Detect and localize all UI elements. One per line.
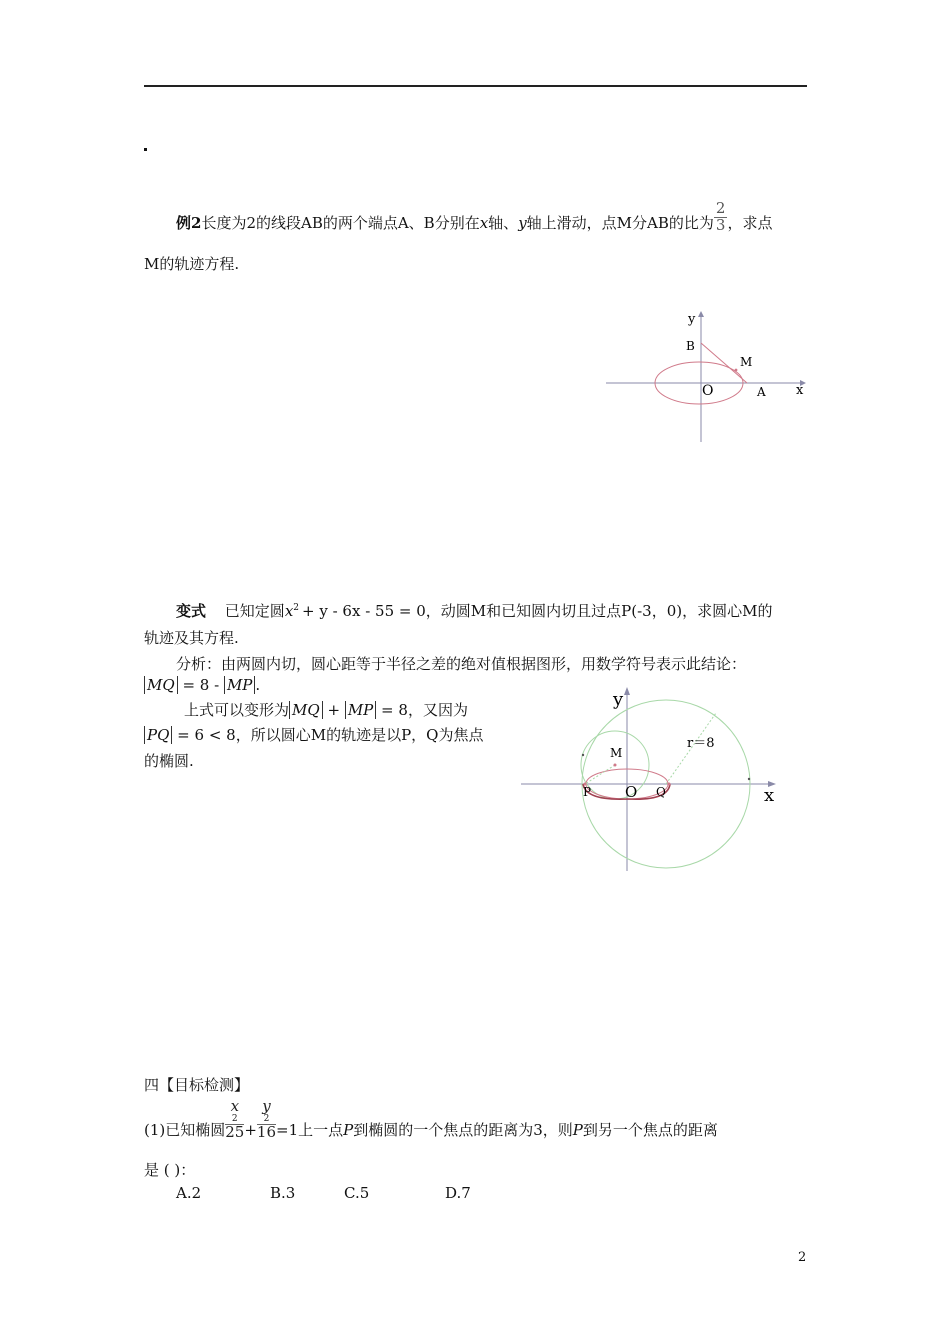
ratio-fraction: $\frac{2}{3}$	[715, 198, 726, 234]
option-c: C.5	[344, 1184, 370, 1202]
point-m-label: M	[740, 355, 753, 369]
option-d: D.7	[445, 1184, 471, 1202]
point-a-label: A	[757, 385, 766, 399]
y-axis-label: y	[613, 689, 624, 710]
fraction-y2-16: y 2 16	[256, 1097, 277, 1142]
section4-heading: 四【目标检测】	[144, 1076, 250, 1094]
question1-line1: (1)已知椭圆 x 2 25 + y 2 16 =1上一点P到椭圆的一个焦点的距离为3，则P到另一个焦点的距离	[144, 1097, 718, 1142]
point-b-label: B	[686, 339, 695, 353]
analysis-line4: 上式可以变形为 MQ + MP = 8，又因为	[184, 701, 468, 719]
point-p-label: P	[583, 785, 592, 799]
variant-label: 变式	[176, 602, 207, 620]
option-a: A.2	[176, 1184, 202, 1202]
bullet-dot	[144, 148, 147, 151]
analysis-line5: PQ = 6 < 8，所以圆心M的轨迹是以P，Q为焦点	[144, 724, 483, 745]
option-b: B.3	[270, 1184, 296, 1202]
example2-line2: M的轨迹方程.	[144, 255, 240, 273]
origin-label: O	[702, 383, 714, 399]
x-axis-label: x	[764, 785, 775, 806]
analysis-line1: 分析：由两圆内切，圆心距等于半径之差的绝对值根据图形，用数学符号表示此结论：	[176, 655, 747, 673]
variant-line1: 变式 已知定圆$x^2 + y - 6x - 55 = 0$，动圆M和已知圆内切且过点P(-3，0)，求圆心M的	[176, 602, 773, 620]
analysis-eq1: MQ = 8 - MP .	[144, 676, 260, 694]
figure-ellipse-segment	[600, 306, 810, 446]
y-axis-label: y	[688, 312, 696, 327]
variant-line2: 轨迹及其方程.	[144, 629, 239, 647]
example2-label: 例2	[176, 214, 202, 232]
header-rule	[144, 85, 807, 87]
page-number: 2	[798, 1250, 807, 1265]
example2-line1: 例2长度为2的线段AB的两个端点A、B分别在x轴、y轴上滑动，点M分AB的比为 $\frac{2}{3}$ ，求点	[176, 198, 773, 234]
point-q-label: Q	[656, 785, 666, 799]
question1-line2: 是 ( )：	[144, 1161, 196, 1179]
x-axis-label: x	[796, 383, 804, 398]
fraction-x2-25: x 2 25	[225, 1097, 245, 1142]
figure-inscribed-circles	[518, 683, 788, 878]
radius-label: r＝8	[687, 736, 715, 751]
analysis-line6: 的椭圆.	[144, 752, 194, 770]
center-m-label: M	[610, 746, 623, 760]
origin-label: O	[625, 783, 638, 801]
